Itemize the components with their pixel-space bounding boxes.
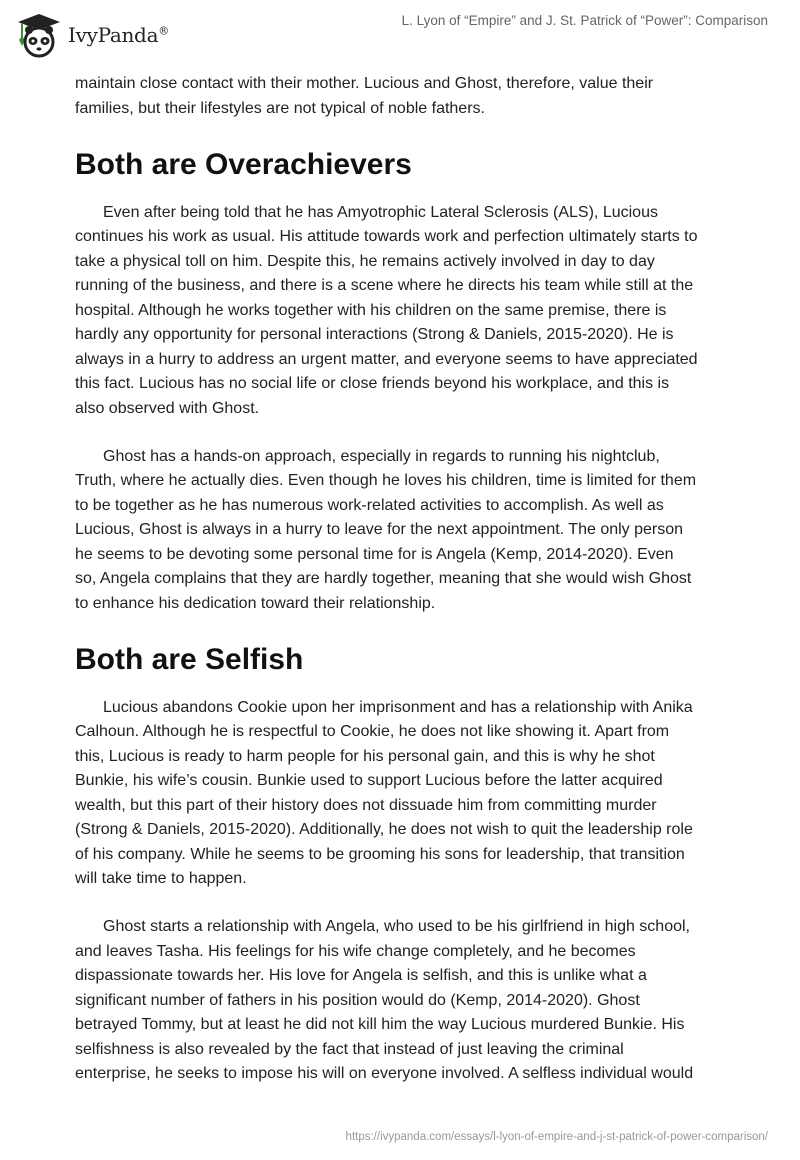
text-line: Ghost has a hands-on approach, especially in regards to running his nightclub, <box>103 447 660 465</box>
text-line: Bunkie, his wife’s cousin. Bunkie used to support Lucious before the latter acquired <box>75 772 663 789</box>
section-heading: Both are Selfish <box>75 642 304 676</box>
ivypanda-logo[interactable] <box>14 10 169 60</box>
text-line: families, but their lifestyles are not typical of noble fathers. <box>75 99 485 117</box>
document-title: L. Lyon of “Empire” and J. St. Patrick of “Power”: Comparison <box>401 13 768 28</box>
text-line: Truth, where he actually dies. Even though he loves his children, time is limited for them <box>75 472 697 489</box>
paragraph <box>75 445 735 617</box>
text-line: (Strong & Daniels, 2015-2020). Additionally, he does not wish to quit the leadership role <box>75 821 693 838</box>
paragraph <box>75 696 735 892</box>
text-line: selfishness is also revealed by the fact that instead of just leaving the criminal <box>75 1040 624 1058</box>
text-line: Calhoun. Although he is respectful to Cookie, he does not like showing it. Apart from <box>75 723 670 740</box>
text-line: Lucious, Ghost is always in a hurry to leave for the next appointment. The only person <box>75 521 684 538</box>
text-line: dispassionate towards her. His love for Angela is selfish, and this is unlike what a <box>75 967 647 984</box>
text-line: enterprise, he seeks to impose his will on everyone involved. A selfless individual would <box>75 1065 694 1082</box>
text-line: and leaves Tasha. His feelings for his wife change completely, and he becomes <box>75 942 636 960</box>
text-line: significant number of fathers in his position would do (Kemp, 2014-2020). Ghost <box>75 991 640 1009</box>
text-line: maintain close contact with their mother. Lucious and Ghost, therefore, value their <box>75 75 654 92</box>
text-line: of his company. While he seems to be grooming his sons for leadership, that transition <box>75 845 685 863</box>
text-line: also observed with Ghost. <box>75 399 260 417</box>
source-url[interactable]: https://ivypanda.com/essays/l-lyon-of-empire-and-j-st-patrick-of-power-comparison/ <box>345 1131 768 1143</box>
paragraph <box>75 915 735 1087</box>
section-heading: Both are Overachievers <box>75 147 412 181</box>
text-line: always in a hurry to address an urgent matter, and everyone seems to have appreciated <box>75 350 698 368</box>
paragraph <box>75 201 735 422</box>
text-line: this, Lucious is ready to harm people for his personal gain, and this is why he shot <box>75 747 655 765</box>
text-line: hospital. Although he works together with his children on the same premise, there is <box>75 301 667 319</box>
essay-body <box>75 72 735 1110</box>
text-line: so, Angela complains that they are hardly together, meaning that she would wish Ghost <box>75 570 692 587</box>
text-line: will take time to happen. <box>75 870 247 887</box>
text-line: hardly any opportunity for personal interactions (Strong & Daniels, 2015-2020). He is <box>75 326 674 343</box>
text-line: wealth, but this part of their history does not dissuade him from committing murder <box>75 796 657 814</box>
text-line: this fact. Lucious has no social life or close friends beyond his workplace, and this is <box>75 375 670 392</box>
panda-graduate-icon <box>14 10 64 60</box>
text-line: Lucious abandons Cookie upon her imprisonment and has a relationship with Anika <box>103 698 693 716</box>
text-line: to enhance his dedication toward their relationship. <box>75 594 436 612</box>
paragraph <box>75 72 735 121</box>
text-line: running of the business, and there is a scene where he directs his team while still at the <box>75 277 694 294</box>
text-line: continues his work as usual. His attitude towards work and perfection ultimately starts to <box>75 228 698 245</box>
text-line: Ghost starts a relationship with Angela, who used to be his girlfriend in high school, <box>103 918 690 935</box>
text-line: take a physical toll on him. Despite this, he remains actively involved in day to day <box>75 252 655 270</box>
text-line: Even after being told that he has Amyotrophic Lateral Sclerosis (ALS), Lucious <box>103 203 658 221</box>
logo-text: IvyPanda® <box>68 23 169 47</box>
text-line: betrayed Tommy, but at least he did not kill him the way Lucious murdered Bunkie. His <box>75 1016 685 1033</box>
text-line: to be together as he has numerous work-related activities to accomplish. As well as <box>75 496 664 514</box>
text-line: he seems to be devoting some personal time for is Angela (Kemp, 2014-2020). Even <box>75 545 674 563</box>
